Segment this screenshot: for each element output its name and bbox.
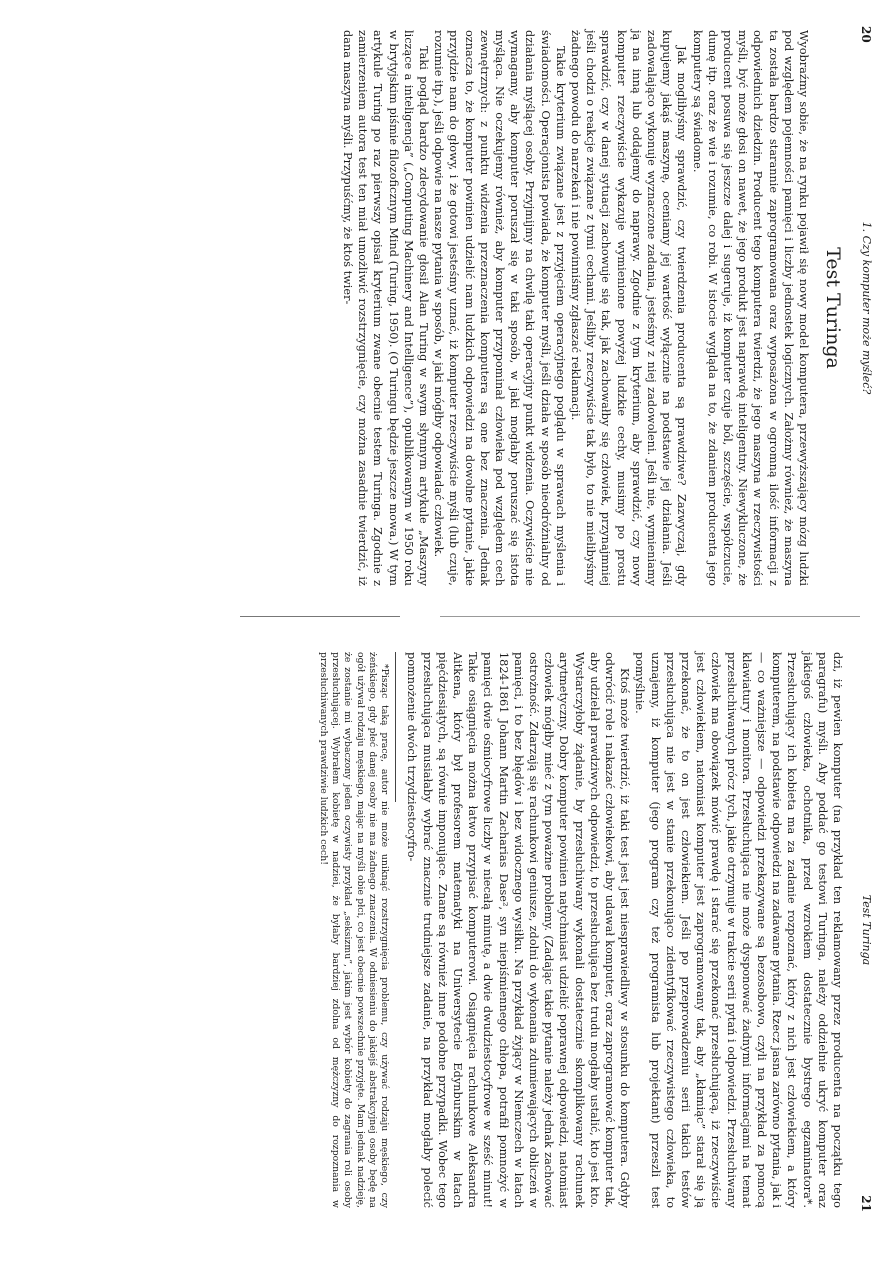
- page-body: [41, 652, 845, 1208]
- paragraph: Takie kryterium związane jest z przyjęciem operacyjnego poglądu w sprawach myślenia i świadomości. Operacjonista powiada, że komputer myśli, jeśli działa w sposób nieodróżnialny od działania myślącej osoby. Przyjmijmy na chwilę taki operacyjny punkt widzenia. Oczywiście nie wymagamy, aby komputer poruszał się w taki sposób, w jaki mogłaby poruszać się istota myśląca. Nie oczekujemy również, aby komputer przypominał człowieka pod względem cech zewnętrznych: z punktu widzenia przeznaczenia komputera są one bez znaczenia. Jednak oznacza to, że komputer powinien udzielić nam ludzkich odpowiedzi na dowolne pytanie, jakie przyjdzie nam do głowy, i że gotowi jesteśmy uznać, iż komputer rzeczywiście myśli (lub czuje, rozumie itp.), jeśli odpowie na nasze pytania w sposób, w jaki mógłby odpowiadać człowiek.: [432, 30, 567, 586]
- page-body: [41, 30, 845, 586]
- gutter-shadow: [440, 616, 860, 617]
- section-title: Test Turinga: [822, 247, 844, 369]
- paragraph: Jak moglibyśmy sprawdzić, czy twierdzenia producenta są prawdziwe? Zazwyczaj, gdy kupujemy jakąś maszynę, oceniamy jej wartość wyłącznie na podstawie jej działania. Jeśli zadowalająco wykonuje wyznaczone zadania, jesteśmy z niej zadowoleni. Jeśli nie, wymieniamy ją na inną lub oddajemy do naprawy. Zgodnie z tym kryterium, aby sprawdzić, czy nowy komputer rzeczywiście wykazuje wymienione powyżej ludzkie cechy, musimy po prostu sprawdzić, czy w danej sytuacji zachowuje się tak, jak zachowałby się człowiek, przynajmniej jeśli chodzi o reakcje związane z tymi cechami. Jeśliby rzeczywiście tak było, to nie mielibyśmy żadnego powodu do narzekań i nie powinniśmy zgłaszać reklamacji.: [568, 30, 689, 586]
- footnote-text: *Pisząc taką pracę, autor nie może uniknąć rozstrzygnięcia problemu, czy używać rodzaju męskiego, czy żeńskiego, gdy płeć danej osoby nie ma żadnego znaczenia. W odniesieniu do jakiejś abstrakcyjnej osoby będę na ogół używał rodzaju męskiego, mając na myśli obie płci, co jest obecnie powszechnie przyjęte. Mam jednak nadzieję, że zostanie mi wybaczony jeden oczywisty przykład „seksizmu”, jakim jest wybór kobiety do zagrania roli osoby przesłuchującej. Wybrałem kobietę w nadziei, że byłaby bardziej zdolna od mężczyzny do rozpoznania w przesłuchiwanych prawdziwie ludzkich cech!: [318, 652, 391, 1208]
- paragraph: Ktoś może twierdzić, iż taki test jest jest niesprawiedliwy w stosunku do komputera. Gdyby odwrócić role i nakazać człowiekowi, aby udawał komputer, oraz zaprogramować komputer tak, aby udzielał prawdziwych odpowiedzi, to przesłuchująca bez trudu mogłaby ustalić, kto jest kto. Wystarczyłoby żądanie, by przesłuchiwany wykonali dostatecznie skomplikowany rachunek arytmetyczny. Dobry komputer powinien natychmiast udzielić poprawnej odpowiedzi, natomiast człowiek mógłby mieć z tym poważne problemy. (Zadając takie pytanie należy jednak zachować ostrożność. Zdarzają się rachunkowi geniusze, zdolni do wykonania zdumiewających obliczeń w pamięci, i to bez błędów i bez widocznego wysiłku. Na przykład żyjący w Niemczech w latach 1824-1861 Johann Martin Zacharias Dase², syn niepiśmiennego chłopa, potrafił pomnożyć w pamięci dwie ośmiocyfrowe liczby w niecałą minutę, a dwie dwudziestocyfrowe w sześć minut! Takie osiągnięcia można łatwo przypisać komputerowi. Osiągnięcia rachunkowe Aleksandra Aitkena, który był profesorem matematyki na Uniwersytecie Edynburskim w latach pięćdziesiątych, są równie imponujące. Znane są również inne podobne przypadki. Wobec tego przesłuchująca musiałaby wybrać znacznie trudniejsze zadanie, na przykład mogłaby polecić pomnożenie dwóch trzydziestocyfro-: [405, 652, 632, 1208]
- running-head-title: 1. Czy komputer może myśleć?: [860, 221, 873, 395]
- page-number: 20: [859, 26, 873, 43]
- paragraph: dzi, iż pewien komputer (na przykład ten reklamowany przez producenta na początku tego paragrafu) myśli. Aby poddać go testowi Turinga, należy oddzielnie ukryć komputer oraz jakiegoś człowieka, ochotnika, przed wzrokiem dostatecznie bystrego egzaminatora*. Przesłuchujący ich kobieta ma za zadanie rozpoznać, który z nich jest człowiekiem, a który komputerem, na podstawie odpowiedzi na zadawane pytania. Rzecz jasna zarówno pytania, jak i — co ważniejsze — odpowiedzi przekazywane są bezosobowo, czyli na przykład za pomocą klawiatury i monitora. Przesłuchująca nie może dysponować żadnymi informacjami na temat przesłuchiwanych prócz tych, jakie otrzymuje w trakcie serii pytań i odpowiedzi. Przesłuchiwany człowiek ma obowiązek mówić prawdę i starać się przekonać przesłuchującą, iż rzeczywiście jest człowiekiem, natomiast komputer jest zaprogramowany tak, aby „kłamiąc” starał się ją przekonać, że to on jest człowiekiem. Jeśli po przeprowadzeniu serii takich testów przesłuchująca nie jest w stanie przekonująco zidentyfikować rzeczywistego człowieka, to uznajemy, iż komputer (jego program czy też programista lub projektant) przeszli test pomyślnie.: [633, 652, 844, 1208]
- page-gutter: [0, 613, 893, 621]
- paragraph: Taki pogląd bardzo zdecydowanie głosił Alan Turing w swym słynnym artykule „Maszyny liczące a inteligencja” („Computing Machinery and Intelligence”), opublikowanym w 1950 roku w brytyjskim piśmie filozoficznym Mind (Turing, 1950). (O Turingu będzie jeszcze mowa.) W tym artykule Turing po raz pierwszy opisał kryterium zwane obecnie testem Turinga. Zgodnie z zamierzeniem autora test ten miał umożliwić rozstrzygnięcie, czy można zasadnie twierdzić, iż dana maszyna myśli. Przypuśćmy, że ktoś twier-: [340, 30, 430, 586]
- paragraph: Wyobraźmy sobie, że na rynku pojawił się nowy model komputera, przewyższający mózg ludzki pod względem pojemności pamięci i liczby jednostek logicznych. Założmy również, że maszyna ta została bardzo starannie zaprogramowana oraz wyposażona w ogromną ilość informacji z odpowiednich dziedzin. Producent tego komputera twierdzi, że jego maszyna w rzeczywistości myśli, być może głosi on nawet, że jego produkt jest naprawdę inteligentny. Niewykluczone, że producent posuwa się jeszcze dalej i sugeruje, iż komputer czuje ból, szczęście, współczucie, dumę itp. oraz że wie i rozumie, co robi. W istocie wygląda na to, że zdaniem producenta jego komputery są świadome.: [690, 30, 810, 586]
- page-number: 21: [859, 1195, 873, 1212]
- running-head-title: Test Turinga: [860, 894, 873, 966]
- page-21: [31, 630, 881, 1230]
- footnote: [317, 652, 390, 1208]
- gutter-shadow: [240, 616, 400, 617]
- running-head-21: [855, 648, 873, 1212]
- running-head-20: [855, 26, 873, 590]
- page-20: [31, 8, 881, 608]
- footnote-rule: [395, 652, 396, 802]
